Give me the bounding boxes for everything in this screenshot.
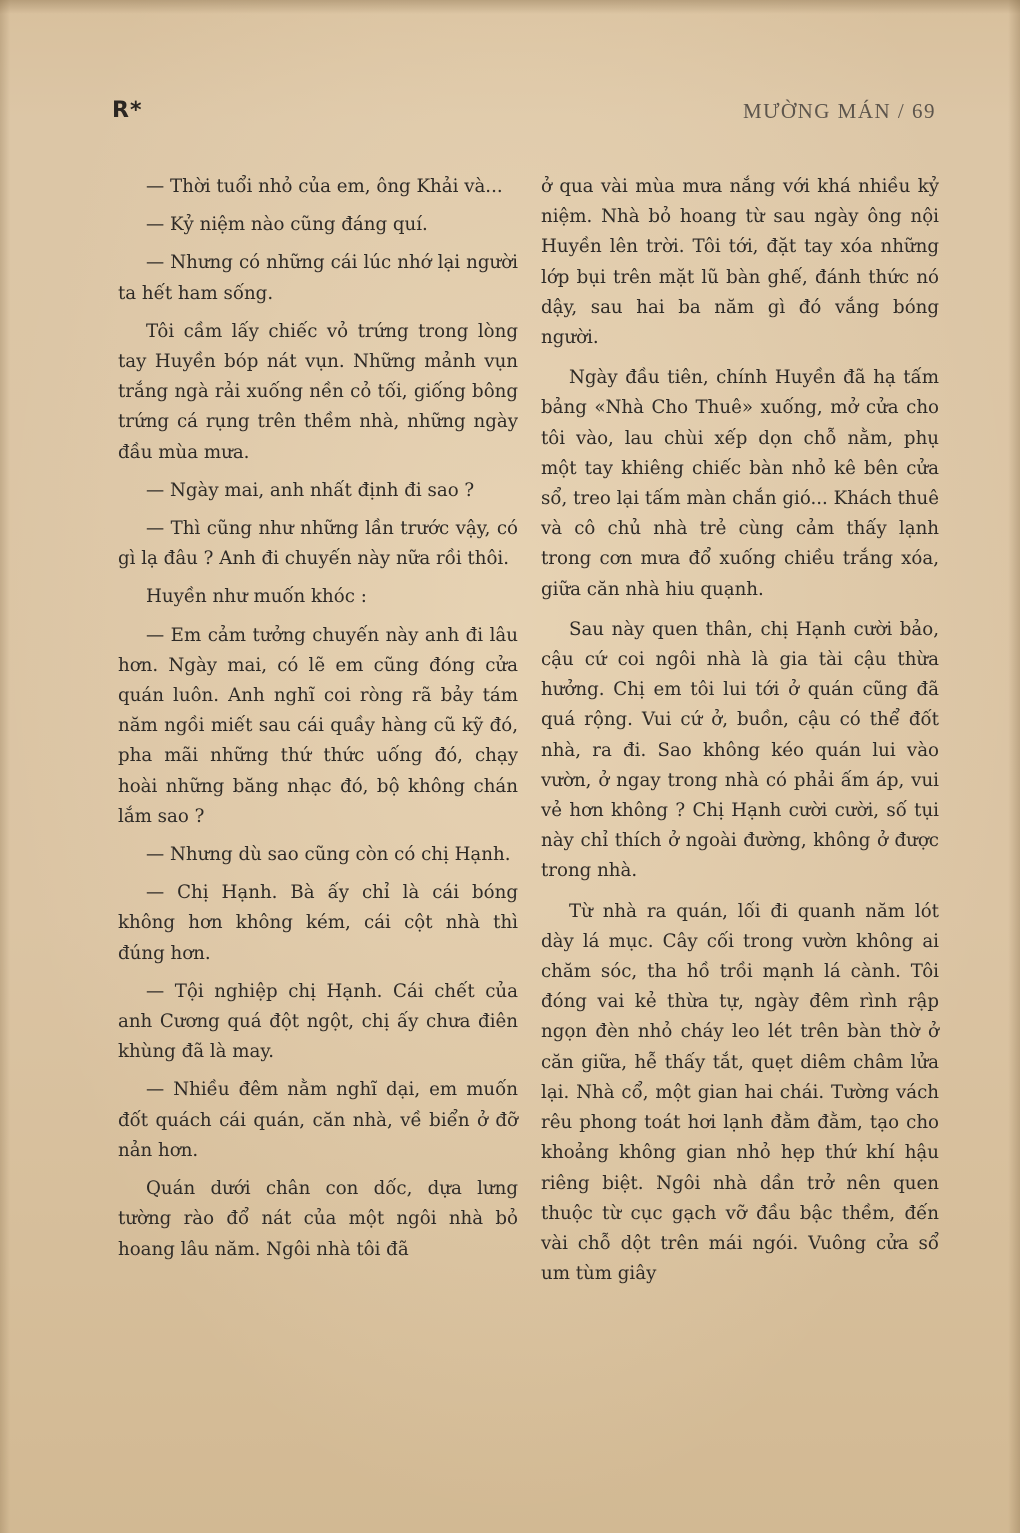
- paragraph: — Em cảm tưởng chuyến này anh đi lâu hơn. Ngày mai, có lẽ em cũng đóng cửa quán luôn. Anh nghĩ coi ròng rã bảy tám năm ngồi miết sau cái quầy hàng cũ kỹ đó, pha mãi những thứ thức uống đó, chạy hoài những băng nhạc đó, bộ không chán lắm sao ?: [118, 624, 518, 827]
- paragraph: Từ nhà ra quán, lối đi quanh năm lót dày lá mục. Cây cối trong vườn không ai chăm sóc, tha hồ trồi mạnh lá cành. Tôi đóng vai kẻ thừa tự, ngày đêm rình rập ngọn đèn nhỏ cháy leo lét trên bàn thờ ở căn giữa, hễ thấy tắt, quẹt diêm châm lửa lại. Nhà cổ, một gian hai chái. Tường vách rêu phong toát hơi lạnh đằm đằm, tạo cho khoảng không gian nhỏ hẹp thứ khí hậu riêng biệt. Ngôi nhà dần trở nên quen thuộc từ cục gạch vỡ đầu bậc thềm, đến vài chỗ dột trên mái ngói. Vuông cửa sổ um tùm giây: [541, 900, 939, 1285]
- paragraph: Sau này quen thân, chị Hạnh cười bảo, cậu cứ coi ngôi nhà là gia tài cậu thừa hưởng. Chị em tôi lui tới ở quán cũng đã quá rộng. Vui cứ ở, buồn, cậu có thể đốt nhà, ra đi. Sao không kéo quán lui vào vườn, ở ngay trong nhà có phải ấm áp, vui vẻ hơn không ? Chị Hạnh cười cười, số tụi này chỉ thích ở ngoài đường, không ở được trong nhà.: [541, 618, 939, 882]
- paragraph: Tôi cầm lấy chiếc vỏ trứng trong lòng tay Huyền bóp nát vụn. Những mảnh vụn trắng ngà rải xuống nền cỏ tối, giống bông trứng cá rụng trên thềm nhà, những ngày đầu mùa mưa.: [118, 320, 518, 463]
- paragraph: — Tội nghiệp chị Hạnh. Cái chết của anh Cương quá đột ngột, chị ấy chưa điên khùng đã là may.: [118, 980, 518, 1063]
- paragraph: — Thời tuổi nhỏ của em, ông Khải và...: [146, 176, 503, 197]
- page-right-edge: [1008, 0, 1020, 1533]
- paragraph: ở qua vài mùa mưa nắng với khá nhiều kỷ niệm. Nhà bỏ hoang từ sau ngày ông nội Huyền lên trời. Tôi tới, đặt tay xóa những lớp bụi trên mặt lũ bàn ghế, đánh thức nó dậy, sau hai ba năm gì đó vắng bóng người.: [541, 176, 939, 349]
- paragraph: Quán dưới chân con dốc, dựa lưng tường rào đổ nát của một ngôi nhà bỏ hoang lâu năm. Ngôi nhà tôi đã: [118, 1178, 518, 1260]
- paragraph: — Kỷ niệm nào cũng đáng quí.: [146, 214, 428, 236]
- paragraph: — Nhưng có những cái lúc nhớ lại người ta hết ham sống.: [118, 252, 518, 304]
- paragraph: — Ngày mai, anh nhất định đi sao ?: [146, 479, 475, 501]
- page-left-edge: [0, 0, 10, 1533]
- paragraph: — Chị Hạnh. Bà ấy chỉ là cái bóng không hơn không kém, cái cột nhà thì đúng hơn.: [118, 882, 518, 964]
- signature-mark: R*: [112, 98, 143, 123]
- running-head: MƯỜNG MÁN / 69: [742, 99, 936, 123]
- page-top-edge: [0, 0, 1020, 14]
- paragraph: — Nhưng dù sao cũng còn có chị Hạnh.: [146, 844, 511, 866]
- left-column: [118, 172, 518, 1273]
- paragraph: Huyền như muốn khóc :: [146, 586, 367, 608]
- paragraph: — Thì cũng như những lần trước vậy, có gì lạ đâu ? Anh đi chuyến này nữa rồi thôi.: [118, 518, 518, 570]
- right-column: [541, 172, 939, 1299]
- paragraph: Ngày đầu tiên, chính Huyền đã hạ tấm bảng «Nhà Cho Thuê» xuống, mở cửa cho tôi vào, lau chùi xếp dọn chỗ nằm, phụ một tay khiêng chiếc bàn nhỏ kê bên cửa sổ, treo lại tấm màn chắn gió... Khách thuê và cô chủ nhà trẻ cùng cảm thấy lạnh trong cơn mưa đổ xuống chiều trắng xóa, giữa căn nhà hiu quạnh.: [541, 367, 939, 600]
- paragraph: — Nhiều đêm nằm nghĩ dại, em muốn đốt quách cái quán, căn nhà, về biển ở đỡ nản hơn.: [118, 1079, 518, 1161]
